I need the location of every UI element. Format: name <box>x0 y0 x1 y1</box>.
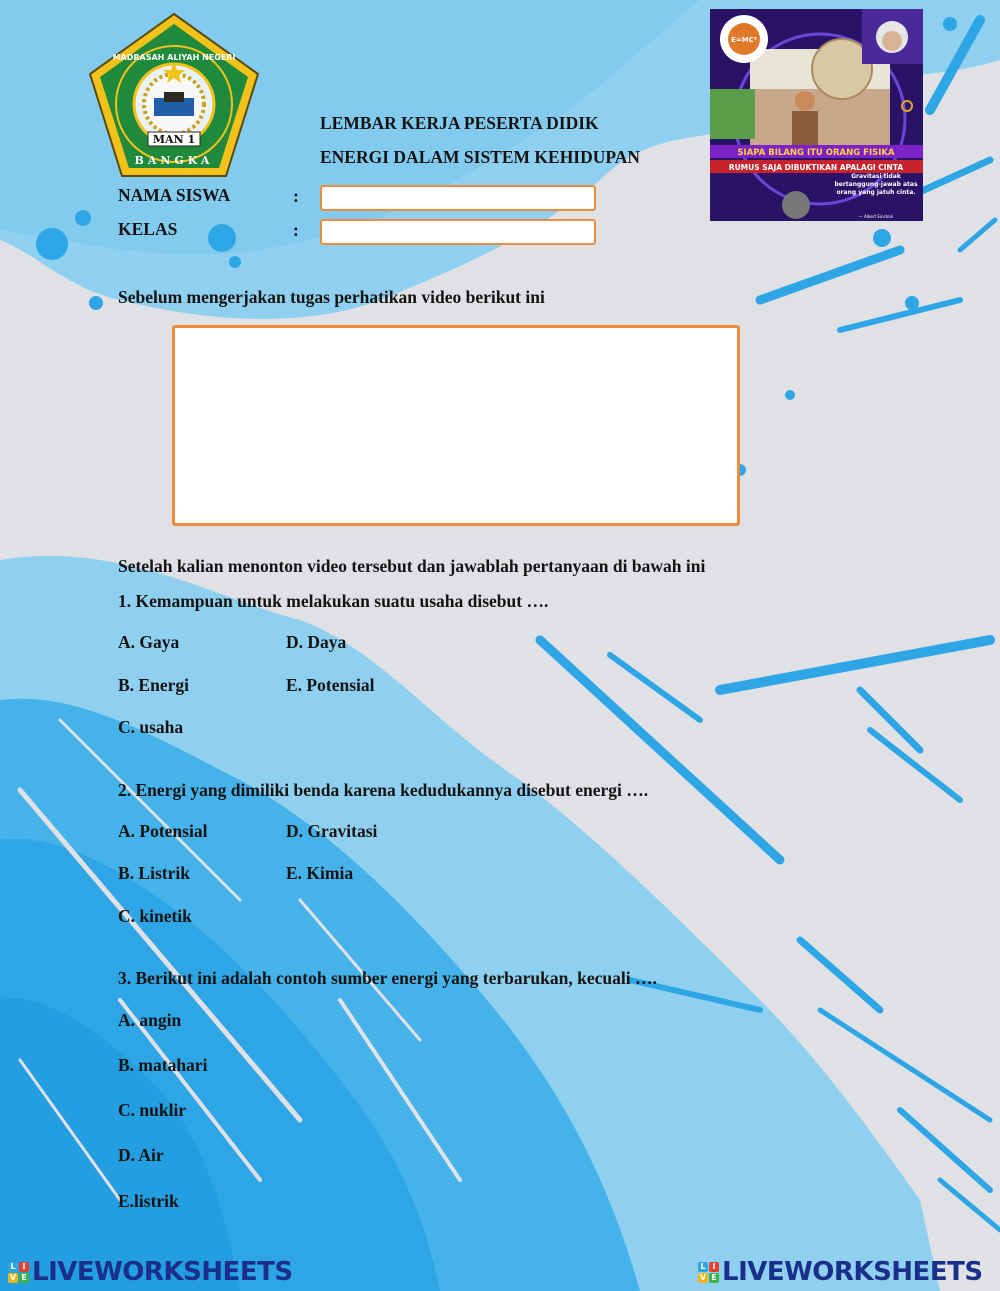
logo-bottom-text: BANGKA <box>134 154 214 167</box>
instruction-after-video: Setelah kalian menonton video tersebut dan jawablah pertanyaan di bawah ini <box>118 556 706 576</box>
question-1-text: 1. Kemampuan untuk melakukan suatu usaha disebut …. <box>118 591 549 611</box>
name-label: NAMA SISWA <box>118 185 231 205</box>
q1-option-b[interactable]: B. Energi <box>118 675 189 695</box>
liveworksheets-watermark-left <box>8 1257 293 1287</box>
name-input[interactable] <box>320 185 596 211</box>
bullet-icon <box>89 296 103 310</box>
q1-option-c[interactable]: C. usaha <box>118 717 184 737</box>
liveworksheets-watermark-right <box>698 1257 983 1287</box>
q1-option-e[interactable]: E. Potensial <box>286 675 375 695</box>
instruction-before-video: Sebelum mengerjakan tugas perhatikan video berikut ini <box>118 287 545 307</box>
q1-option-d[interactable]: D. Daya <box>286 632 347 652</box>
poster-banner-1: SIAPA BILANG ITU ORANG FISIKA <box>737 148 895 158</box>
q2-option-a[interactable]: A. Potensial <box>118 821 208 841</box>
q3-option-a[interactable]: A. angin <box>118 1010 182 1030</box>
q2-option-d[interactable]: D. Gravitasi <box>286 821 378 841</box>
liveworksheets-brand: LIVEWORKSHEETS <box>32 1257 293 1287</box>
liveworksheets-icon: L I V E <box>8 1262 29 1283</box>
q2-option-e[interactable]: E. Kimia <box>286 863 354 883</box>
liveworksheets-brand: LIVEWORKSHEETS <box>722 1257 983 1287</box>
q3-option-d[interactable]: D. Air <box>118 1145 164 1165</box>
q2-option-c[interactable]: C. kinetik <box>118 906 192 926</box>
video-embed[interactable] <box>172 325 740 526</box>
liveworksheets-icon: L I V E <box>698 1262 719 1283</box>
q3-option-c[interactable]: C. nuklir <box>118 1100 187 1120</box>
poster-banner-2: RUMUS SAJA DIBUKTIKAN APALAGI CINTA <box>728 163 904 172</box>
poster-badge: E=MC² <box>731 36 757 44</box>
school-logo <box>86 10 262 182</box>
physics-poster-image <box>710 9 923 221</box>
worksheet-subtitle: ENERGI DALAM SISTEM KEHIDUPAN <box>320 147 641 167</box>
q3-option-e[interactable]: E.listrik <box>118 1191 179 1211</box>
question-2-text: 2. Energi yang dimiliki benda karena kedudukannya disebut energi …. <box>118 780 649 800</box>
logo-ring-text: MADRASAH ALIYAH NEGERI <box>112 53 236 62</box>
poster-quote-author: — Albert Einstein <box>858 214 894 219</box>
q2-option-b[interactable]: B. Listrik <box>118 863 190 883</box>
name-colon: : <box>293 186 299 206</box>
worksheet-title: LEMBAR KERJA PESERTA DIDIK <box>320 113 599 133</box>
class-colon: : <box>293 220 299 240</box>
logo-center-text: MAN 1 <box>152 133 196 146</box>
question-3-text: 3. Berikut ini adalah contoh sumber energi yang terbarukan, kecuali …. <box>118 968 657 988</box>
q3-option-b[interactable]: B. matahari <box>118 1055 208 1075</box>
class-input[interactable] <box>320 219 596 245</box>
poster-quote: Gravitasi tidak bertanggung-jawab atas orang yang jatuh cinta. <box>834 173 918 196</box>
class-label: KELAS <box>118 219 178 239</box>
q1-option-a[interactable]: A. Gaya <box>118 632 180 652</box>
